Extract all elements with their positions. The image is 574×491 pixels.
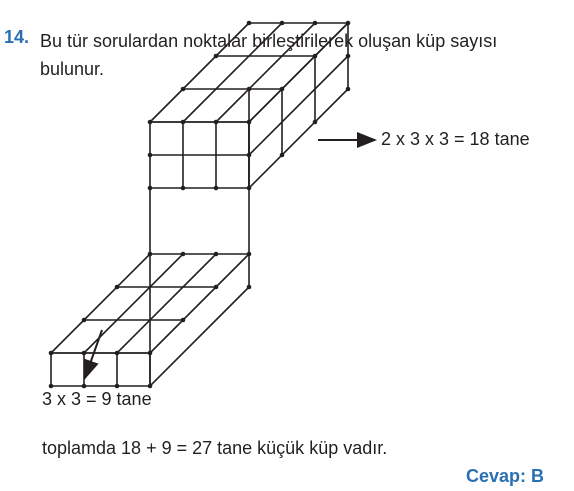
grid-dot — [82, 384, 87, 389]
cube-edge — [117, 254, 216, 353]
grid-dot — [247, 120, 252, 125]
cube-edge — [150, 287, 249, 386]
grid-dot — [181, 87, 186, 92]
grid-dot — [214, 54, 219, 59]
grid-dot — [214, 285, 219, 290]
grid-dot — [214, 186, 219, 191]
grid-dot — [346, 21, 351, 26]
grid-dot — [247, 186, 252, 191]
question-number: 14. — [4, 27, 30, 47]
grid-dot — [148, 120, 153, 125]
grid-dot — [181, 120, 186, 125]
cube-edge — [150, 254, 249, 353]
total-sentence: toplamda 18 + 9 = 27 tane küçük küp vadır. — [42, 438, 388, 458]
grid-dot — [313, 54, 318, 59]
cube-dots — [49, 21, 351, 389]
grid-dot — [49, 351, 54, 356]
grid-dot — [247, 87, 252, 92]
cube-edge — [150, 23, 249, 122]
grid-dot — [148, 186, 153, 191]
grid-dot — [346, 87, 351, 92]
cube-edge — [51, 254, 150, 353]
cube-edge — [216, 23, 315, 122]
grid-dot — [115, 285, 120, 290]
cube-edge — [249, 89, 348, 188]
grid-dot — [82, 318, 87, 323]
cube-edge — [183, 23, 282, 122]
grid-dot — [148, 252, 153, 257]
grid-dot — [313, 21, 318, 26]
grid-dot — [280, 87, 285, 92]
grid-dot — [214, 120, 219, 125]
lower-block-label: 3 x 3 = 9 tane — [42, 389, 152, 409]
upper-block-label: 2 x 3 x 3 = 18 tane — [381, 129, 530, 149]
grid-dot — [148, 351, 153, 356]
grid-dot — [313, 120, 318, 125]
grid-dot — [247, 153, 252, 158]
cube-lines — [51, 23, 348, 386]
grid-dot — [148, 384, 153, 389]
grid-dot — [82, 351, 87, 356]
answer-label: Cevap: B — [465, 466, 544, 486]
grid-dot — [247, 285, 252, 290]
grid-dot — [214, 252, 219, 257]
grid-dot — [115, 351, 120, 356]
grid-dot — [247, 21, 252, 26]
cube-edge — [249, 23, 348, 122]
grid-dot — [181, 318, 186, 323]
question-text: Bu tür sorulardan noktalar birleştirilerek oluşan küp sayısı bulunur. — [40, 31, 498, 79]
grid-dot — [49, 384, 54, 389]
grid-dot — [181, 252, 186, 257]
grid-dot — [280, 21, 285, 26]
arrow-to-lower-block — [85, 330, 102, 378]
grid-dot — [148, 153, 153, 158]
grid-dot — [181, 186, 186, 191]
grid-dot — [115, 384, 120, 389]
grid-dot — [247, 252, 252, 257]
grid-dot — [280, 153, 285, 158]
grid-dot — [346, 54, 351, 59]
